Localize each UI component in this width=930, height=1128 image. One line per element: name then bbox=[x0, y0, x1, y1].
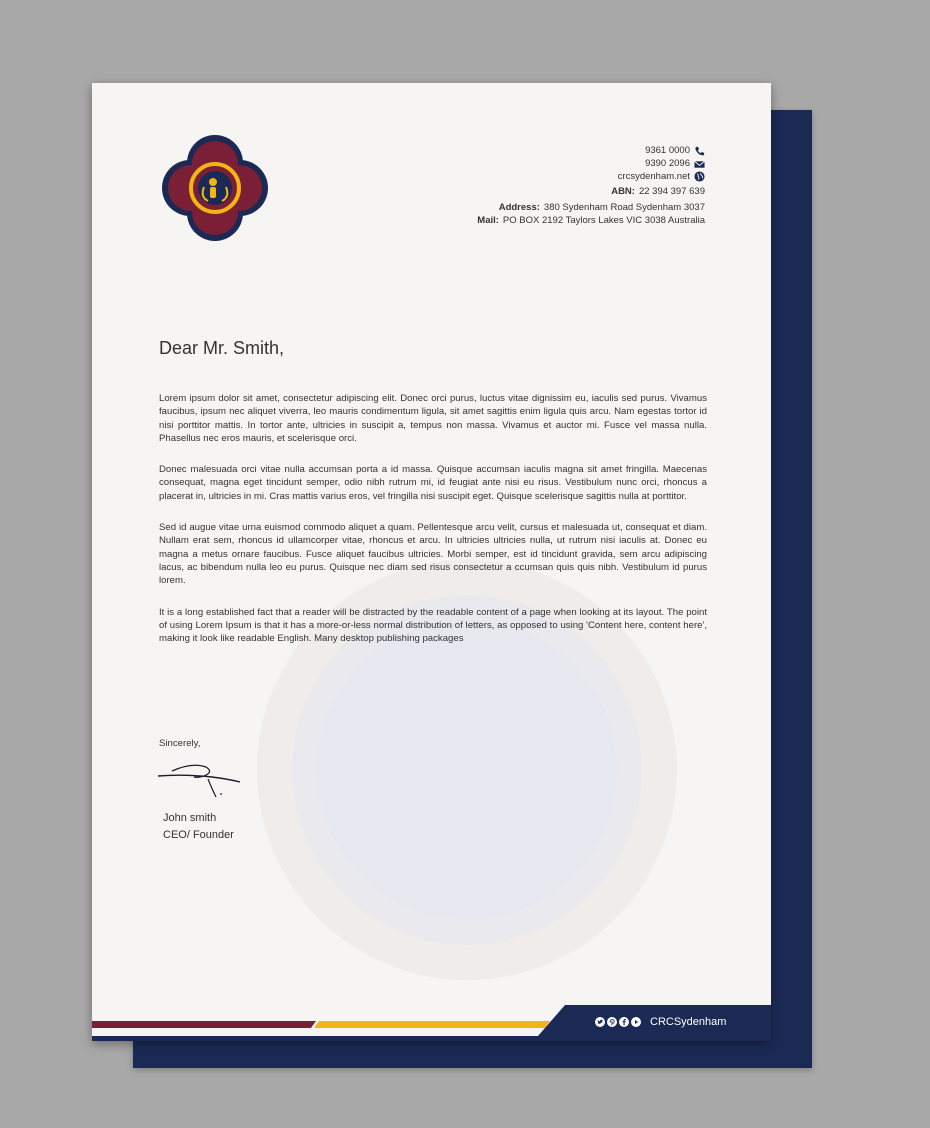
signer-title: CEO/ Founder bbox=[163, 829, 234, 841]
letterhead-page bbox=[92, 83, 771, 1041]
signature bbox=[154, 757, 246, 803]
letter-body bbox=[159, 392, 707, 663]
social-handle[interactable]: CRCSydenham bbox=[650, 1016, 727, 1028]
paragraph: Lorem ipsum dolor sit amet, consectetur adipiscing elit. Donec orci purus, luctus vitae dignissim eu, iaculis sed purus. Vivamus faucibus, ipsum nec aliquet viverra, leo mauris condimentum ligula, sit amet sagittis enim ligula quis arcu. Nam egestas tortor id nisi porttitor mattis. In tortor ante, ultricies in suscipit a, tempus non massa. Vivamus et auctor mi. Fusce vel massa nulla. Phasellus nec eros mauris, et scelerisque orci. bbox=[159, 393, 707, 444]
school-logo bbox=[160, 133, 270, 243]
phone-number: 9361 0000 bbox=[645, 145, 690, 156]
mail-value: PO BOX 2192 Taylors Lakes VIC 3038 Australia bbox=[502, 214, 705, 226]
abn-row bbox=[477, 186, 705, 199]
paragraph: It is a long established fact that a reader will be distracted by the readable content of a page when looking at its layout. The point of using Lorem Ipsum is that it has a more-or-less normal distribution of letters, as opposed to using 'Content here, content here', making it look like readable English. Many desktop publishing packages bbox=[159, 606, 707, 645]
closing: Sincerely, bbox=[159, 738, 201, 749]
address-label: Address: bbox=[498, 202, 540, 214]
fax-row bbox=[477, 158, 705, 171]
paragraph: Sed id augue vitae urna euismod commodo aliquet a quam. Pellentesque arcu velit, cursus et malesuada ut, consequat et diam. Nullam erat sem, rhoncus id ullamcorper vitae, rhoncus et arcu. In ultricies ultricies nulla, ut rutrum nisi iaculis at. Donec eu magna a metus ornare faucibus. Fusce aliquet faucibus ultricies. Morbi semper, est id tincidunt gravida, sem arcu adipiscing lacus, ac bibendum nulla leo eu purus. Quisque nec diam sed risus consectetur a ccumsan quis quis nibh. Vestibulum id purus lorem. bbox=[159, 522, 707, 587]
phone-row bbox=[477, 145, 705, 158]
youtube-icon[interactable] bbox=[631, 1017, 641, 1027]
website-row bbox=[477, 171, 705, 184]
facebook-icon[interactable] bbox=[619, 1017, 629, 1027]
signer-block bbox=[163, 810, 234, 844]
paragraph: Donec malesuada orci vitae nulla accumsan porta a id massa. Quisque accumsan iaculis magna sit amet fringilla. Maecenas consequat, magna eget tincidunt semper, odio nibh rutrum mi, id feugiat ante nisi eu risus. Vestibulum nunc orci, rhoncus a placerat in, ultricies in mi. Cras mattis varius eros, vel fringilla nisi suscipit eget. Quisque scelerisque sagittis nulla at porttitor. bbox=[159, 464, 707, 502]
twitter-icon[interactable] bbox=[595, 1017, 605, 1027]
website[interactable]: crcsydenham.net bbox=[617, 170, 690, 182]
mail-row bbox=[477, 215, 705, 228]
pinterest-icon[interactable] bbox=[607, 1017, 617, 1027]
social-links bbox=[595, 1016, 726, 1028]
address-value: 380 Sydenham Road Sydenham 3037 bbox=[543, 202, 705, 214]
mail-label: Mail: bbox=[477, 214, 499, 226]
phone-icon bbox=[694, 146, 705, 157]
globe-icon bbox=[694, 171, 705, 182]
gold-stripe bbox=[314, 1021, 550, 1028]
signer-name: John smith bbox=[163, 812, 217, 824]
salutation: Dear Mr. Smith, bbox=[159, 338, 285, 358]
maroon-stripe bbox=[92, 1021, 316, 1028]
contact-block bbox=[477, 145, 705, 228]
address-row bbox=[477, 202, 705, 215]
fax-number: 9390 2096 bbox=[645, 157, 690, 169]
abn-label: ABN: bbox=[611, 186, 635, 198]
envelope-icon bbox=[694, 159, 705, 170]
abn-value: 22 394 397 639 bbox=[638, 186, 705, 198]
